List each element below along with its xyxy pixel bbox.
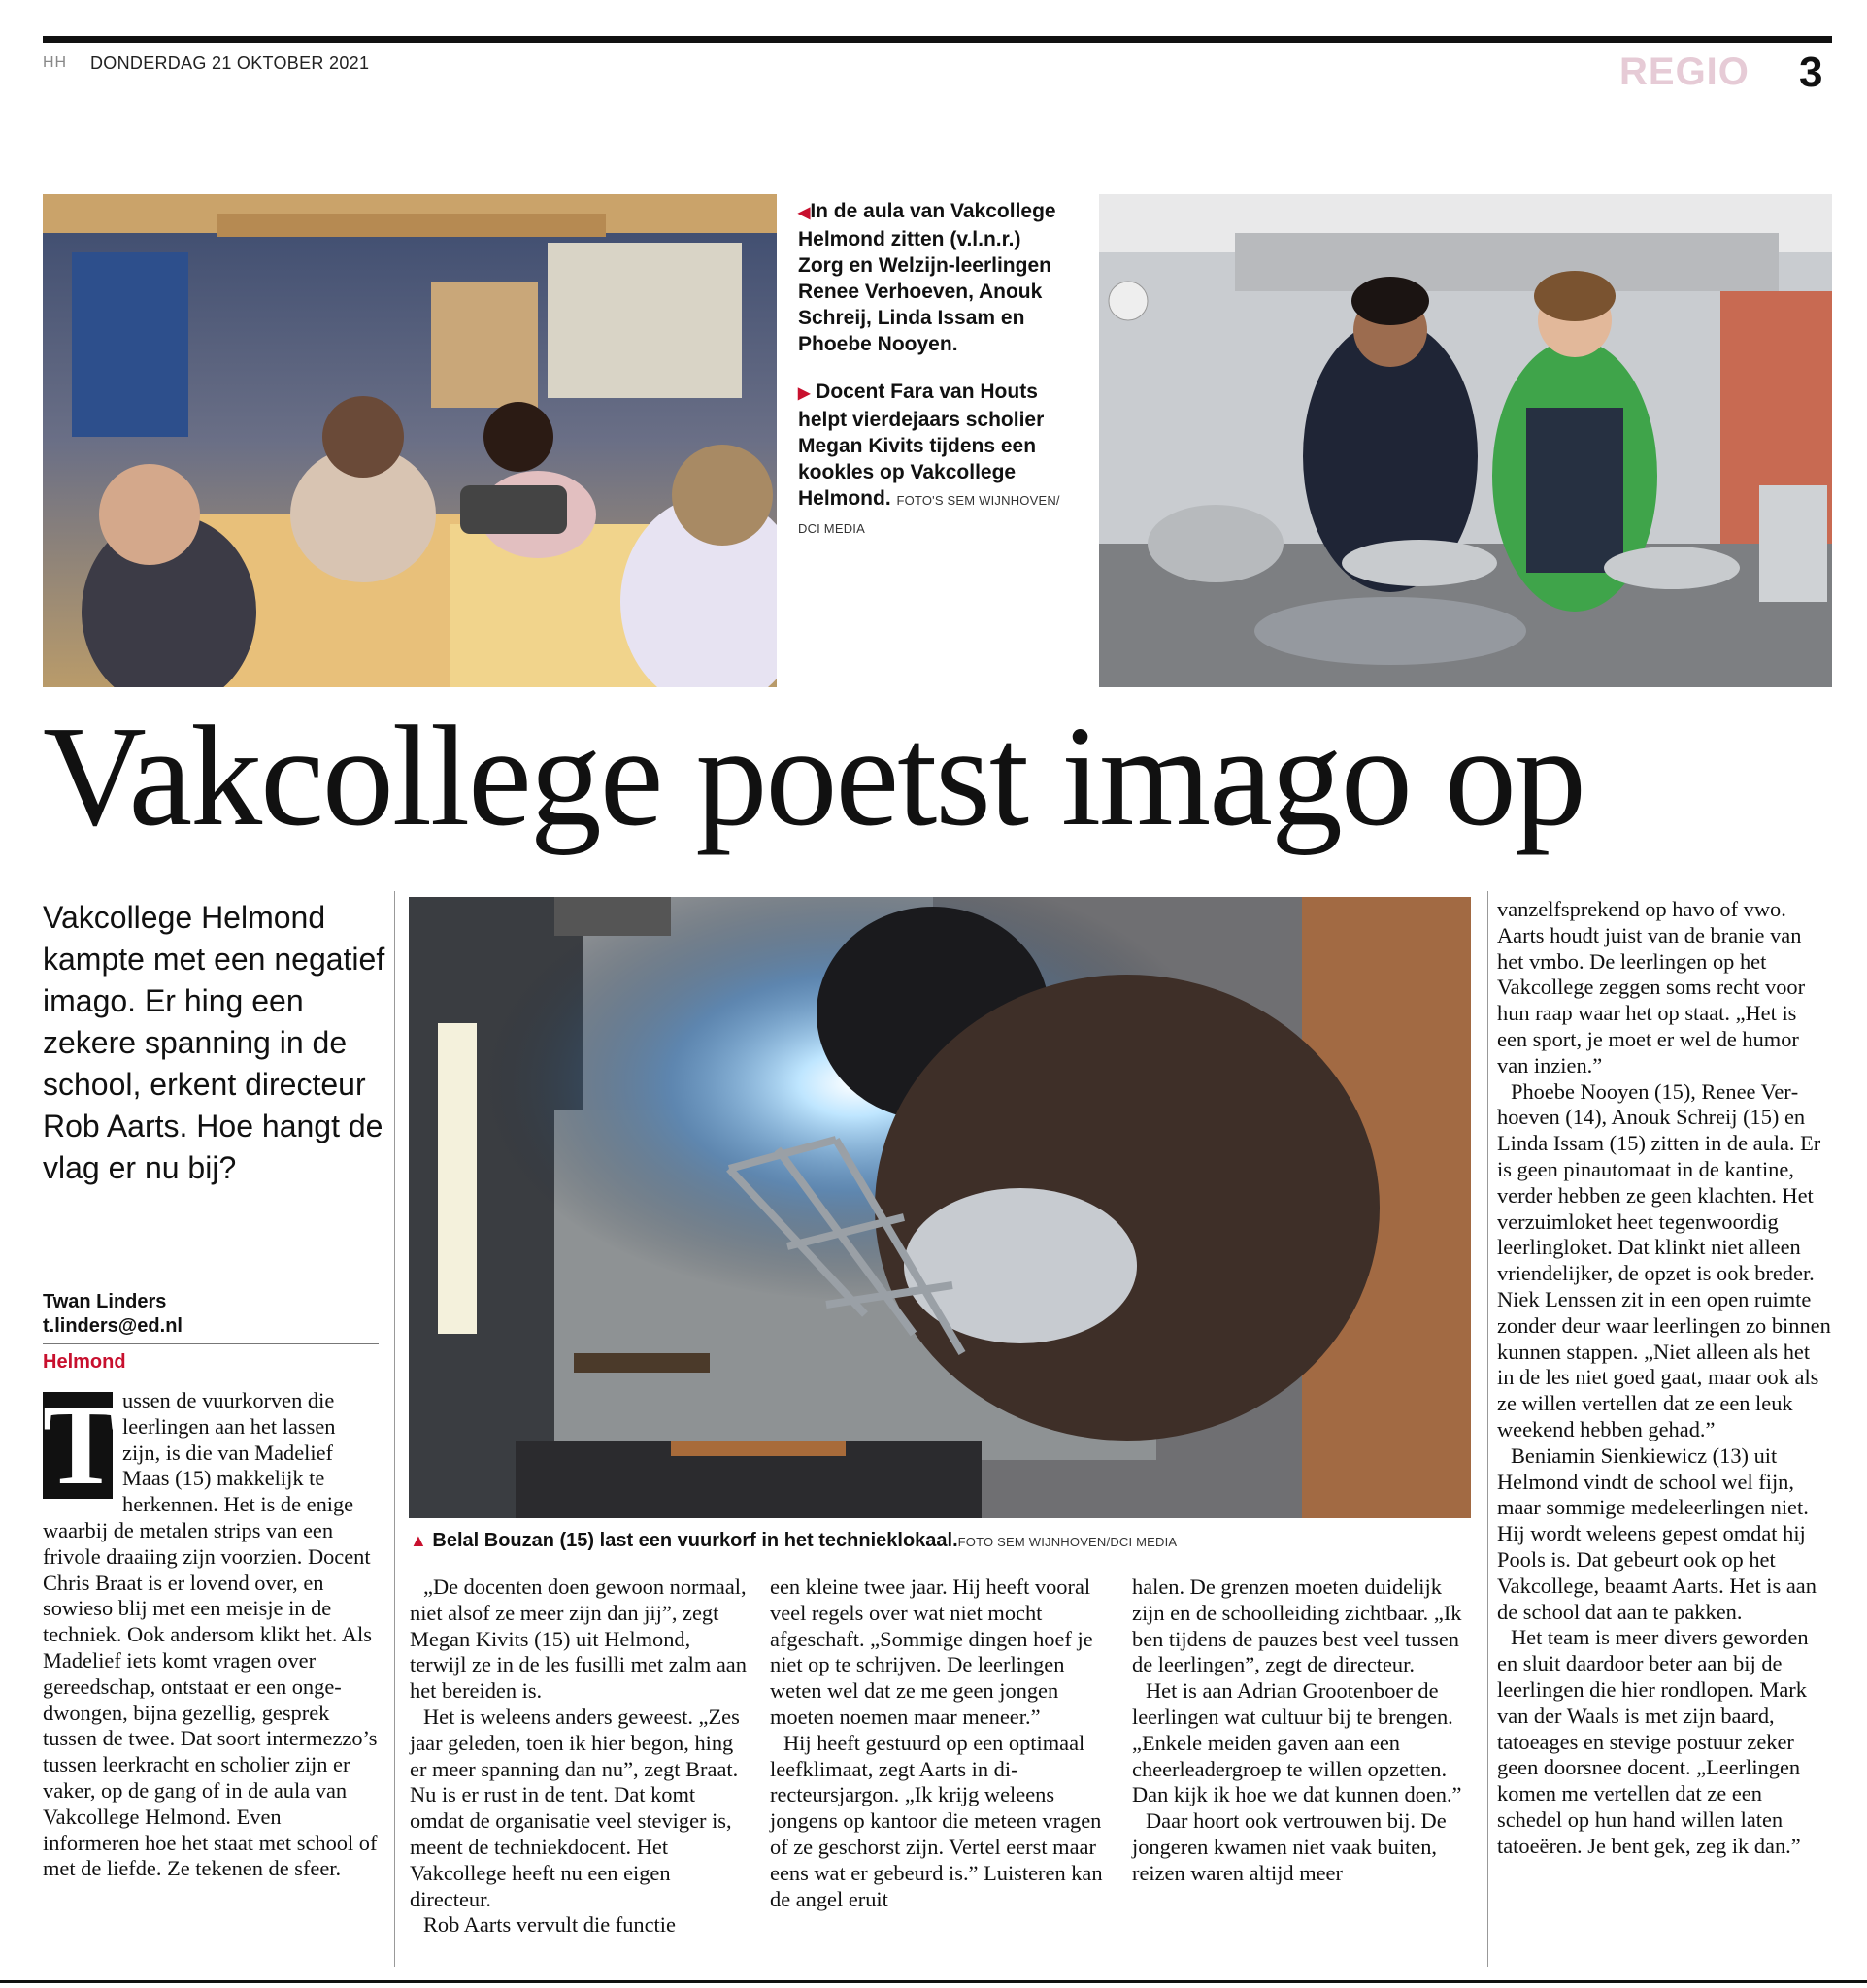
article-column-5	[1497, 897, 1832, 1859]
welding-caption-text: Belal Bouzan (15) last een vuurkorf in het technieklokaal.	[432, 1530, 958, 1551]
photo-credit: FOTO'S SEM WIJNHOVEN/ DCI MEDIA	[798, 493, 1060, 536]
welding-caption	[410, 1530, 1177, 1552]
drop-cap: T	[43, 1381, 119, 1508]
dateline-place: Helmond	[43, 1351, 126, 1373]
article-column-4	[1132, 1574, 1470, 1887]
top-rule	[43, 36, 1832, 43]
article-column-2	[410, 1574, 748, 1938]
caption-kookles-text: Docent Fara van Houts helpt vierdejaars scholier Megan Kivits tijdens een kookles op Vakcollege Helmond.	[798, 381, 1045, 510]
welding-photo-credit: FOTO SEM WIJNHOVEN/DCI MEDIA	[957, 1535, 1178, 1549]
paragraph: Daar hoort ook vertrouwen bij. De jongeren kwamen niet vaak buiten, reizen waren altijd meer	[1132, 1808, 1447, 1885]
author-email[interactable]: t.linders@ed.nl	[43, 1315, 183, 1337]
byline	[43, 1290, 183, 1339]
up-triangle-icon: ▲	[410, 1531, 427, 1550]
caption-aula	[798, 198, 1068, 357]
aula-photo	[43, 194, 777, 687]
paragraph: Phoebe Nooyen (15), Renee Verhoeven (14), Anouk Schreij (15) en Linda Issam (15) zitten in de aula. Er is geen pinautomaat in de kantine, verder hebben ze geen klachten. Het verzuimloket heet tegenwoordig leerlingloket. Dat klinkt niet alleen vriendelijker, de opzet is ook breder. Niek Lenssen zit in een open ruimte zonder deur waar leerlingen zo binnen kunnen stappen. „Niet alleen als het in de les niet goed gaat, maar ook als ze willen vertellen dat ze een leuk weekend hebben gehad.”	[1497, 1078, 1831, 1441]
paragraph: halen. De grenzen moeten duidelijk zijn en de schoolleiding zichtbaar. „Ik ben tijdens de pauzes best veel tussen de leerlingen”, zegt de directeur.	[1132, 1574, 1462, 1677]
article-headline: Vakcollege poetst imago op	[43, 697, 1584, 856]
author-name: Twan Linders	[43, 1291, 167, 1312]
column-1-text: ussen de vuurkorven die leerlingen aan het lassen zijn, is die van Madelief Maas (15) makkelijk te herkennen. Het is de enige waarbij de metalen strips van een frivole draaiing zijn voorzien. Docent Chris Braat is er lovend over, en sowieso blij met een meisje in de techniek. Ook andersom klikt het. Als Madelief iets komt vragen over gereedschap, ontstaat er een ongedwongen, bijna gezellig, gesprek tussen de twee. Dat soort intermezzo’s tussen leerkracht en scholier zijn er vaker, op de gang of in de aula van Vakcollege Helmond. Even informeren hoe het staat met school of met de liefde. Ze tekenen de sfeer.	[43, 1388, 378, 1881]
kookles-photo	[1099, 194, 1832, 687]
bottom-rule	[0, 1980, 1867, 1983]
right-triangle-icon: ▶	[798, 385, 811, 402]
article-intro: Vakcollege Helmond kampte met een negatief imago. Er hing een zekere spanning in de school, erkent directeur Rob Aarts. Hoe hangt de vlag er nu bij?	[43, 900, 385, 1185]
article-column-1	[43, 1381, 379, 1882]
photo-captions	[798, 198, 1068, 563]
paragraph: Het is weleens anders geweest. „Zes jaar geleden, toen ik hier begon, hing er meer spanning dan nu”, zegt Braat. Nu is er rust in de tent. Dat komt omdat de organisatie veel steviger is, meent de techniekdocent. Het Vakcollege heeft nu een eigen directeur.	[410, 1704, 740, 1911]
paragraph: een kleine twee jaar. Hij heeft vooral veel regels over wat niet mocht afgeschaft. „Sommige dingen hoef je niet op te schrijven. De leerlingen weten wel dat ze me geen jongen moeten noemen maar meneer.”	[770, 1574, 1093, 1729]
paragraph: Het is aan Adrian Grootenboer de leerlingen wat cultuur bij te brengen. „Enkele meiden gaven aan een cheerleadergroep te willen opzetten. Dan kijk ik hoe we dat kunnen doen.”	[1132, 1678, 1462, 1807]
column-divider	[394, 891, 395, 1967]
caption-kookles	[798, 379, 1068, 542]
publication-date: DONDERDAG 21 OKTOBER 2021	[90, 53, 370, 73]
paragraph: Hij heeft gestuurd op een optimaal leefklimaat, zegt Aarts in directeursjargon. „Ik krijg weleens jongens op kantoor die meteen vragen of ze geschorst zijn. Vertel eerst maar eens wat er gebeurd is.” Luisteren kan de angel eruit	[770, 1730, 1103, 1911]
paragraph: „De docenten doen gewoon normaal, niet alsof ze meer zijn dan jij”, zegt Megan Kivits (15) uit Helmond, terwijl ze in de les fusilli met zalm aan het bereiden is.	[410, 1574, 747, 1704]
paragraph: vanzelfsprekend op havo of vwo. Aarts houdt juist van de branie van het vmbo. De leerlingen op het Vakcollege zeggen soms recht voor hun raap waar het op staat. „Het is een sport, je moet er wel de humor van inzien.”	[1497, 897, 1806, 1077]
paragraph: Rob Aarts vervult die functie	[423, 1912, 676, 1938]
welding-photo	[409, 897, 1471, 1518]
article-column-3	[770, 1574, 1108, 1912]
left-triangle-icon: ◀	[798, 205, 811, 221]
caption-aula-text: In de aula van Vakcollege Helmond zitten (v.l.n.r.) Zorg en Welzijn-leerlingen Renee Verhoeven, Anouk Schreij, Linda Issam en Phoebe Nooyen.	[798, 200, 1056, 355]
section-name: REGIO	[1619, 50, 1750, 93]
page-number: 3	[1799, 49, 1823, 96]
column-divider	[1487, 891, 1488, 1967]
edition-code: HH	[43, 54, 68, 71]
paragraph: Beniamin Sienkiewicz (13) uit Helmond vindt de school wel fijn, maar sommige medeleerlingen niet. Hij wordt weleens gepest omdat hij Pools is. Dat gebeurt ook op het Vakcollege, beaamt Aarts. Het is aan de school dat aan te pakken.	[1497, 1442, 1817, 1624]
byline-divider	[43, 1343, 379, 1344]
paragraph: Het team is meer divers geworden en sluit daardoor beter aan bij de leerlingen die hier rondlopen. Mark van der Waals is met zijn baard, tatoeages en stevige postuur zeker geen doorsnee docent. „Leerlingen komen me vertellen dat ze een schedel op hun hand willen laten tatoeëren. Je bent gek, zeg ik dan.”	[1497, 1625, 1809, 1858]
